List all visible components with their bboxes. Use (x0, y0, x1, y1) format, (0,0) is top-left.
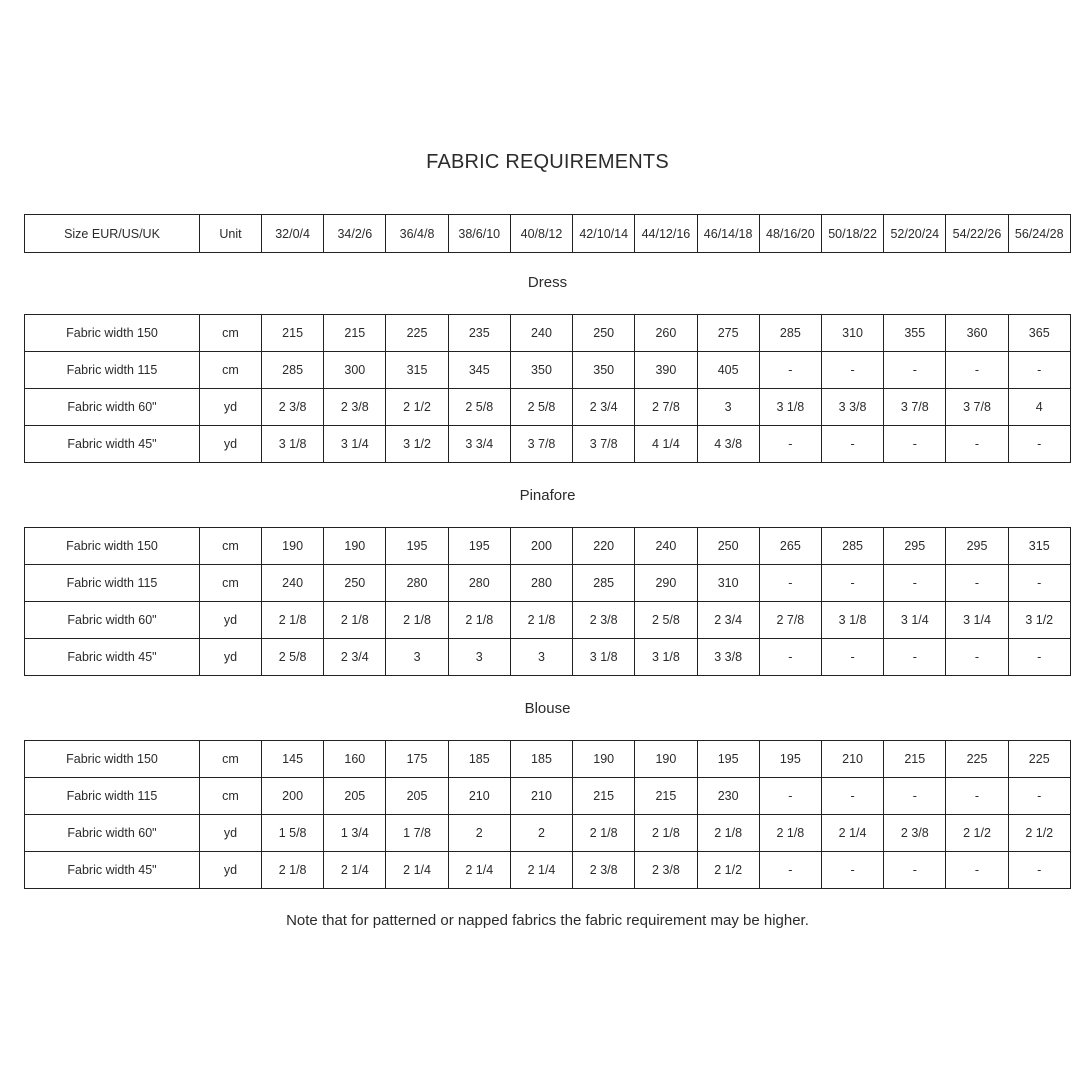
value-cell: 3 (697, 389, 759, 426)
value-cell: 190 (262, 528, 324, 565)
value-cell: 3 1/8 (573, 639, 635, 676)
value-cell: - (759, 565, 821, 602)
value-cell: 2 7/8 (759, 602, 821, 639)
value-cell: 4 1/4 (635, 426, 697, 463)
value-cell: 1 5/8 (262, 815, 324, 852)
value-cell: 2 5/8 (448, 389, 510, 426)
row-unit: yd (200, 426, 262, 463)
value-cell: 390 (635, 352, 697, 389)
value-cell: 3 1/4 (946, 602, 1008, 639)
value-cell: - (759, 778, 821, 815)
value-cell: 3 3/8 (821, 389, 883, 426)
value-cell: 2 (448, 815, 510, 852)
value-cell: - (1008, 639, 1070, 676)
size-header-cell: 54/22/26 (946, 215, 1008, 253)
value-cell: 2 1/8 (510, 602, 572, 639)
value-cell: 2 1/2 (946, 815, 1008, 852)
blouse-table (24, 740, 1071, 889)
table-row (25, 741, 1071, 778)
value-cell: 2 5/8 (262, 639, 324, 676)
value-cell: 345 (448, 352, 510, 389)
value-cell: 3 1/4 (884, 602, 946, 639)
value-cell: 2 3/8 (635, 852, 697, 889)
value-cell: 200 (262, 778, 324, 815)
row-label: Fabric width 45" (25, 852, 200, 889)
value-cell: 250 (697, 528, 759, 565)
table-row (25, 389, 1071, 426)
value-cell: - (821, 852, 883, 889)
value-cell: 230 (697, 778, 759, 815)
value-cell: 2 1/4 (386, 852, 448, 889)
size-header-cell: 34/2/6 (324, 215, 386, 253)
value-cell: 3 1/2 (386, 426, 448, 463)
value-cell: 195 (386, 528, 448, 565)
value-cell: 2 1/4 (821, 815, 883, 852)
pinafore-table (24, 527, 1071, 676)
value-cell: 215 (635, 778, 697, 815)
value-cell: 275 (697, 315, 759, 352)
value-cell: 3 (386, 639, 448, 676)
value-cell: - (821, 352, 883, 389)
row-label: Fabric width 60" (25, 389, 200, 426)
value-cell: 2 1/8 (324, 602, 386, 639)
table-row (25, 602, 1071, 639)
table-row (25, 315, 1071, 352)
value-cell: 1 3/4 (324, 815, 386, 852)
row-unit: yd (200, 815, 262, 852)
value-cell: 175 (386, 741, 448, 778)
value-cell: 225 (946, 741, 1008, 778)
value-cell: 210 (821, 741, 883, 778)
value-cell: 190 (324, 528, 386, 565)
size-header-table (24, 214, 1071, 253)
value-cell: 2 3/8 (573, 602, 635, 639)
value-cell: 350 (573, 352, 635, 389)
size-header-cell: 42/10/14 (573, 215, 635, 253)
value-cell: 2 1/2 (1008, 815, 1070, 852)
value-cell: - (946, 565, 1008, 602)
section-title-pinafore: Pinafore (519, 487, 576, 504)
value-cell: 160 (324, 741, 386, 778)
table-row (25, 852, 1071, 889)
value-cell: 2 1/4 (510, 852, 572, 889)
row-unit: cm (200, 352, 262, 389)
value-cell: 2 1/8 (262, 602, 324, 639)
value-cell: 2 1/8 (262, 852, 324, 889)
value-cell: - (1008, 352, 1070, 389)
value-cell: 2 3/8 (573, 852, 635, 889)
row-unit: cm (200, 315, 262, 352)
value-cell: 2 (510, 815, 572, 852)
row-label: Fabric width 115 (25, 565, 200, 602)
size-header-cell: 48/16/20 (759, 215, 821, 253)
value-cell: 260 (635, 315, 697, 352)
value-cell: 2 3/4 (324, 639, 386, 676)
section-title-dress: Dress (527, 274, 568, 291)
value-cell: 3 3/4 (448, 426, 510, 463)
value-cell: 145 (262, 741, 324, 778)
value-cell: 310 (821, 315, 883, 352)
page-title: FABRIC REQUIREMENTS (426, 151, 669, 173)
size-header-row (25, 215, 1071, 253)
value-cell: - (946, 639, 1008, 676)
value-cell: 3 7/8 (510, 426, 572, 463)
value-cell: 2 1/8 (448, 602, 510, 639)
row-unit: cm (200, 528, 262, 565)
value-cell: - (759, 352, 821, 389)
unit-header-label: Unit (200, 215, 262, 253)
value-cell: 290 (635, 565, 697, 602)
value-cell: 2 1/8 (759, 815, 821, 852)
row-label: Fabric width 60" (25, 602, 200, 639)
row-label: Fabric width 45" (25, 426, 200, 463)
value-cell: - (1008, 852, 1070, 889)
table-row (25, 778, 1071, 815)
size-header-cell: 44/12/16 (635, 215, 697, 253)
value-cell: 3 1/8 (759, 389, 821, 426)
fabric-note: Note that for patterned or napped fabrics the fabric requirement may be higher. (286, 912, 809, 929)
table-row (25, 815, 1071, 852)
row-label: Fabric width 150 (25, 741, 200, 778)
value-cell: 280 (448, 565, 510, 602)
size-header-cell: 50/18/22 (821, 215, 883, 253)
value-cell: 210 (448, 778, 510, 815)
table-row (25, 426, 1071, 463)
value-cell: 3 3/8 (697, 639, 759, 676)
value-cell: - (884, 565, 946, 602)
value-cell: 285 (262, 352, 324, 389)
value-cell: - (759, 852, 821, 889)
value-cell: 185 (510, 741, 572, 778)
value-cell: - (759, 639, 821, 676)
table-row (25, 565, 1071, 602)
row-unit: cm (200, 565, 262, 602)
value-cell: 240 (510, 315, 572, 352)
value-cell: 3 1/8 (821, 602, 883, 639)
value-cell: 285 (573, 565, 635, 602)
value-cell: 315 (386, 352, 448, 389)
value-cell: 3 1/8 (262, 426, 324, 463)
value-cell: - (946, 352, 1008, 389)
value-cell: 2 3/8 (324, 389, 386, 426)
value-cell: 200 (510, 528, 572, 565)
row-unit: yd (200, 389, 262, 426)
value-cell: - (821, 639, 883, 676)
value-cell: 215 (324, 315, 386, 352)
value-cell: 365 (1008, 315, 1070, 352)
row-unit: cm (200, 778, 262, 815)
value-cell: 300 (324, 352, 386, 389)
value-cell: 225 (1008, 741, 1070, 778)
table-row (25, 528, 1071, 565)
value-cell: 2 3/8 (884, 815, 946, 852)
size-header-cell: 56/24/28 (1008, 215, 1070, 253)
value-cell: 210 (510, 778, 572, 815)
value-cell: 3 1/4 (324, 426, 386, 463)
size-header-cell: 46/14/18 (697, 215, 759, 253)
value-cell: - (821, 426, 883, 463)
value-cell: 2 5/8 (635, 602, 697, 639)
value-cell: 185 (448, 741, 510, 778)
row-label: Fabric width 115 (25, 352, 200, 389)
value-cell: 2 3/8 (262, 389, 324, 426)
value-cell: - (1008, 565, 1070, 602)
value-cell: 405 (697, 352, 759, 389)
value-cell: 3 7/8 (573, 426, 635, 463)
table-row (25, 352, 1071, 389)
value-cell: 220 (573, 528, 635, 565)
value-cell: 4 (1008, 389, 1070, 426)
size-header-label: Size EUR/US/UK (25, 215, 200, 253)
row-label: Fabric width 115 (25, 778, 200, 815)
value-cell: 215 (884, 741, 946, 778)
value-cell: 285 (759, 315, 821, 352)
value-cell: 310 (697, 565, 759, 602)
size-header-cell: 38/6/10 (448, 215, 510, 253)
value-cell: 225 (386, 315, 448, 352)
value-cell: - (1008, 778, 1070, 815)
value-cell: 240 (635, 528, 697, 565)
table-row (25, 639, 1071, 676)
value-cell: 2 1/8 (697, 815, 759, 852)
value-cell: 2 7/8 (635, 389, 697, 426)
value-cell: - (884, 852, 946, 889)
value-cell: 250 (324, 565, 386, 602)
value-cell: 2 1/2 (386, 389, 448, 426)
value-cell: 3 7/8 (884, 389, 946, 426)
value-cell: - (759, 426, 821, 463)
value-cell: 2 1/2 (697, 852, 759, 889)
value-cell: 215 (573, 778, 635, 815)
value-cell: 215 (262, 315, 324, 352)
row-label: Fabric width 150 (25, 528, 200, 565)
value-cell: 2 1/8 (573, 815, 635, 852)
value-cell: - (884, 352, 946, 389)
row-unit: yd (200, 852, 262, 889)
value-cell: 195 (697, 741, 759, 778)
value-cell: 280 (386, 565, 448, 602)
size-header-cell: 36/4/8 (386, 215, 448, 253)
value-cell: 2 1/8 (635, 815, 697, 852)
value-cell: - (1008, 426, 1070, 463)
value-cell: - (946, 852, 1008, 889)
value-cell: 3 (510, 639, 572, 676)
value-cell: 2 1/4 (448, 852, 510, 889)
row-unit: cm (200, 741, 262, 778)
value-cell: 195 (448, 528, 510, 565)
value-cell: 205 (324, 778, 386, 815)
section-title-blouse: Blouse (524, 700, 571, 717)
value-cell: 1 7/8 (386, 815, 448, 852)
value-cell: 195 (759, 741, 821, 778)
value-cell: - (946, 778, 1008, 815)
value-cell: 250 (573, 315, 635, 352)
size-header-cell: 40/8/12 (510, 215, 572, 253)
row-label: Fabric width 60" (25, 815, 200, 852)
value-cell: 280 (510, 565, 572, 602)
value-cell: 265 (759, 528, 821, 565)
value-cell: 205 (386, 778, 448, 815)
value-cell: 190 (635, 741, 697, 778)
value-cell: 360 (946, 315, 1008, 352)
value-cell: 355 (884, 315, 946, 352)
value-cell: - (821, 778, 883, 815)
value-cell: 2 3/4 (697, 602, 759, 639)
value-cell: 2 1/8 (386, 602, 448, 639)
value-cell: 2 5/8 (510, 389, 572, 426)
value-cell: 3 (448, 639, 510, 676)
value-cell: 3 7/8 (946, 389, 1008, 426)
value-cell: 295 (946, 528, 1008, 565)
value-cell: 2 1/4 (324, 852, 386, 889)
value-cell: - (884, 426, 946, 463)
row-unit: yd (200, 639, 262, 676)
value-cell: 350 (510, 352, 572, 389)
value-cell: 190 (573, 741, 635, 778)
value-cell: 3 1/2 (1008, 602, 1070, 639)
row-unit: yd (200, 602, 262, 639)
value-cell: 285 (821, 528, 883, 565)
value-cell: - (946, 426, 1008, 463)
size-header-cell: 52/20/24 (884, 215, 946, 253)
value-cell: 235 (448, 315, 510, 352)
value-cell: 315 (1008, 528, 1070, 565)
value-cell: - (884, 778, 946, 815)
row-label: Fabric width 150 (25, 315, 200, 352)
row-label: Fabric width 45" (25, 639, 200, 676)
size-header-cell: 32/0/4 (262, 215, 324, 253)
value-cell: 295 (884, 528, 946, 565)
dress-table (24, 314, 1071, 463)
value-cell: - (821, 565, 883, 602)
value-cell: 240 (262, 565, 324, 602)
value-cell: 2 3/4 (573, 389, 635, 426)
value-cell: - (884, 639, 946, 676)
value-cell: 3 1/8 (635, 639, 697, 676)
value-cell: 4 3/8 (697, 426, 759, 463)
